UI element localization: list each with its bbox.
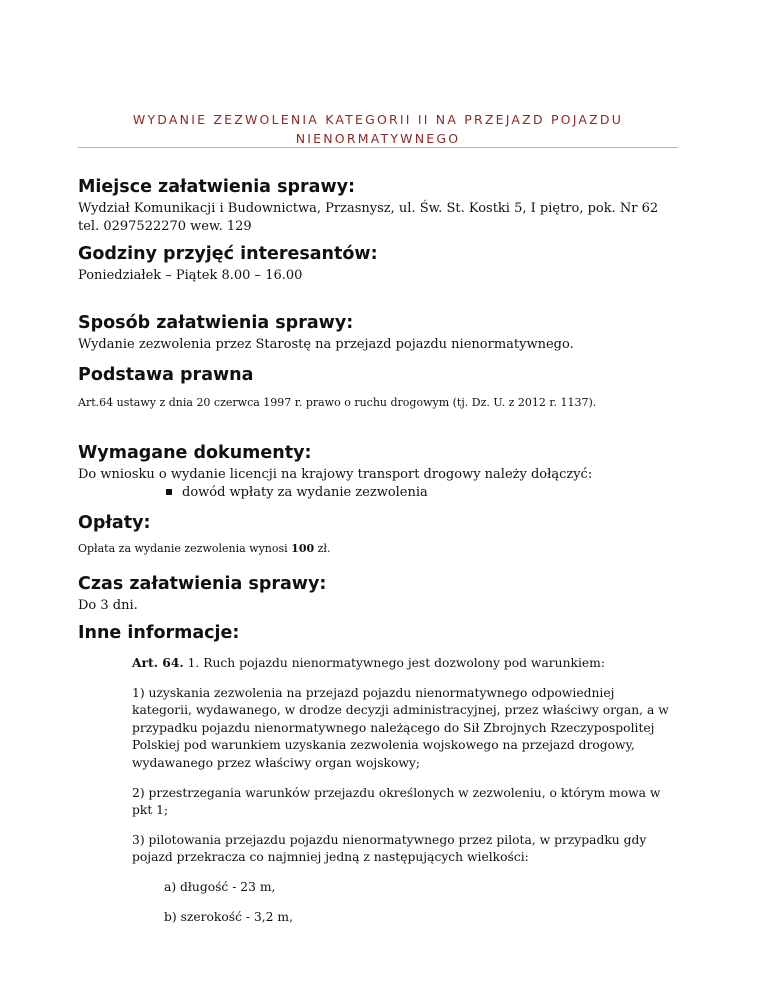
section-czas: [78, 573, 690, 615]
heading-godziny: Godziny przyjęć interesantów:: [78, 244, 378, 264]
heading-sposob: Sposób załatwienia sprawy:: [78, 313, 354, 333]
art-label: Art. 64.: [132, 655, 184, 670]
title-line-1: WYDANIE ZEZWOLENIA KATEGORII II NA PRZEJAZD POJAZDU: [132, 112, 624, 127]
art-sub-b: b) szerokość - 3,2 m,: [164, 909, 293, 924]
oplaty-text-before: Opłata za wydanie zezwolenia wynosi: [78, 542, 292, 555]
art-point-3-line-1: 3) pilotowania przejazdu pojazdu nienormatywnego przez pilota, w przypadku gdy: [132, 832, 647, 847]
art-sub-a: a) długość - 23 m,: [164, 879, 276, 894]
section-dokumenty: [78, 442, 690, 502]
title-divider: [78, 147, 678, 148]
square-bullet-icon: [166, 489, 172, 495]
art-point-2-line-1: 2) przestrzegania warunków przejazdu określonych w zezwoleniu, o którym mowa w: [132, 785, 661, 800]
oplaty-text: [78, 541, 690, 557]
document-title: [78, 110, 678, 148]
art-point-3-line-2: pojazd przekracza co najmniej jedną z następujących wielkości:: [132, 850, 529, 865]
godziny-text: Poniedziałek – Piątek 8.00 – 16.00: [78, 268, 303, 283]
heading-inne: Inne informacje:: [78, 623, 240, 643]
dokumenty-bullet-item: [78, 484, 690, 502]
section-godziny: [78, 243, 690, 285]
heading-miejsce: Miejsce załatwienia sprawy:: [78, 177, 356, 197]
section-sposob: [78, 312, 690, 354]
art-point-2: [132, 785, 692, 820]
heading-czas: Czas załatwienia sprawy:: [78, 574, 327, 594]
miejsce-line-2: tel. 0297522270 wew. 129: [78, 219, 252, 234]
section-oplaty: [78, 512, 690, 557]
art-intro-text: 1. Ruch pojazdu nienormatywnego jest dozwolony pod warunkiem:: [183, 656, 605, 670]
section-inne: [78, 622, 690, 644]
podstawa-text: Art.64 ustawy z dnia 20 czerwca 1997 r. prawo o ruchu drogowym (tj. Dz. U. z 2012 r. 1137).: [78, 396, 597, 409]
sposob-text: Wydanie zezwolenia przez Starostę na przejazd pojazdu nienormatywnego.: [78, 337, 574, 352]
title-line-2: NIENORMATYWNEGO: [295, 131, 461, 146]
art-point-1-line-2: kategorii, wydawanego, w drodze decyzji administracyjnej, przez właściwy organ, a w: [132, 703, 669, 718]
art-intro: [132, 654, 692, 673]
section-podstawa: [78, 364, 690, 411]
heading-oplaty: Opłaty:: [78, 513, 151, 533]
art-point-1-line-1: 1) uzyskania zezwolenia na przejazd pojazdu nienormatywnego odpowiedniej: [132, 685, 615, 700]
art-point-3: [132, 832, 692, 867]
dokumenty-bullet-text: dowód wpłaty za wydanie zezwolenia: [182, 485, 428, 500]
art-point-1: [132, 685, 692, 773]
art-point-2-line-2: pkt 1;: [132, 803, 169, 818]
art-point-1-line-3: przypadku pojazdu nienormatywnego należącego do Sił Zbrojnych Rzeczypospolitej: [132, 720, 655, 735]
oplaty-amount: 100: [291, 542, 315, 555]
article-64: [132, 654, 692, 926]
oplaty-text-after: zł.: [314, 542, 331, 555]
czas-text: Do 3 dni.: [78, 598, 138, 613]
section-miejsce: [78, 176, 690, 236]
heading-podstawa: Podstawa prawna: [78, 365, 254, 385]
dokumenty-text: Do wniosku o wydanie licencji na krajowy transport drogowy należy dołączyć:: [78, 467, 593, 482]
miejsce-line-1: Wydział Komunikacji i Budownictwa, Przasnysz, ul. Św. St. Kostki 5, I piętro, pok. Nr 62: [78, 201, 659, 216]
art-point-1-line-4: Polskiej pod warunkiem uzyskania zezwolenia wojskowego na przejazd drogowy,: [132, 738, 635, 753]
art-point-1-line-5: wydawanego przez właściwy organ wojskowy;: [132, 755, 420, 770]
heading-dokumenty: Wymagane dokumenty:: [78, 443, 312, 463]
